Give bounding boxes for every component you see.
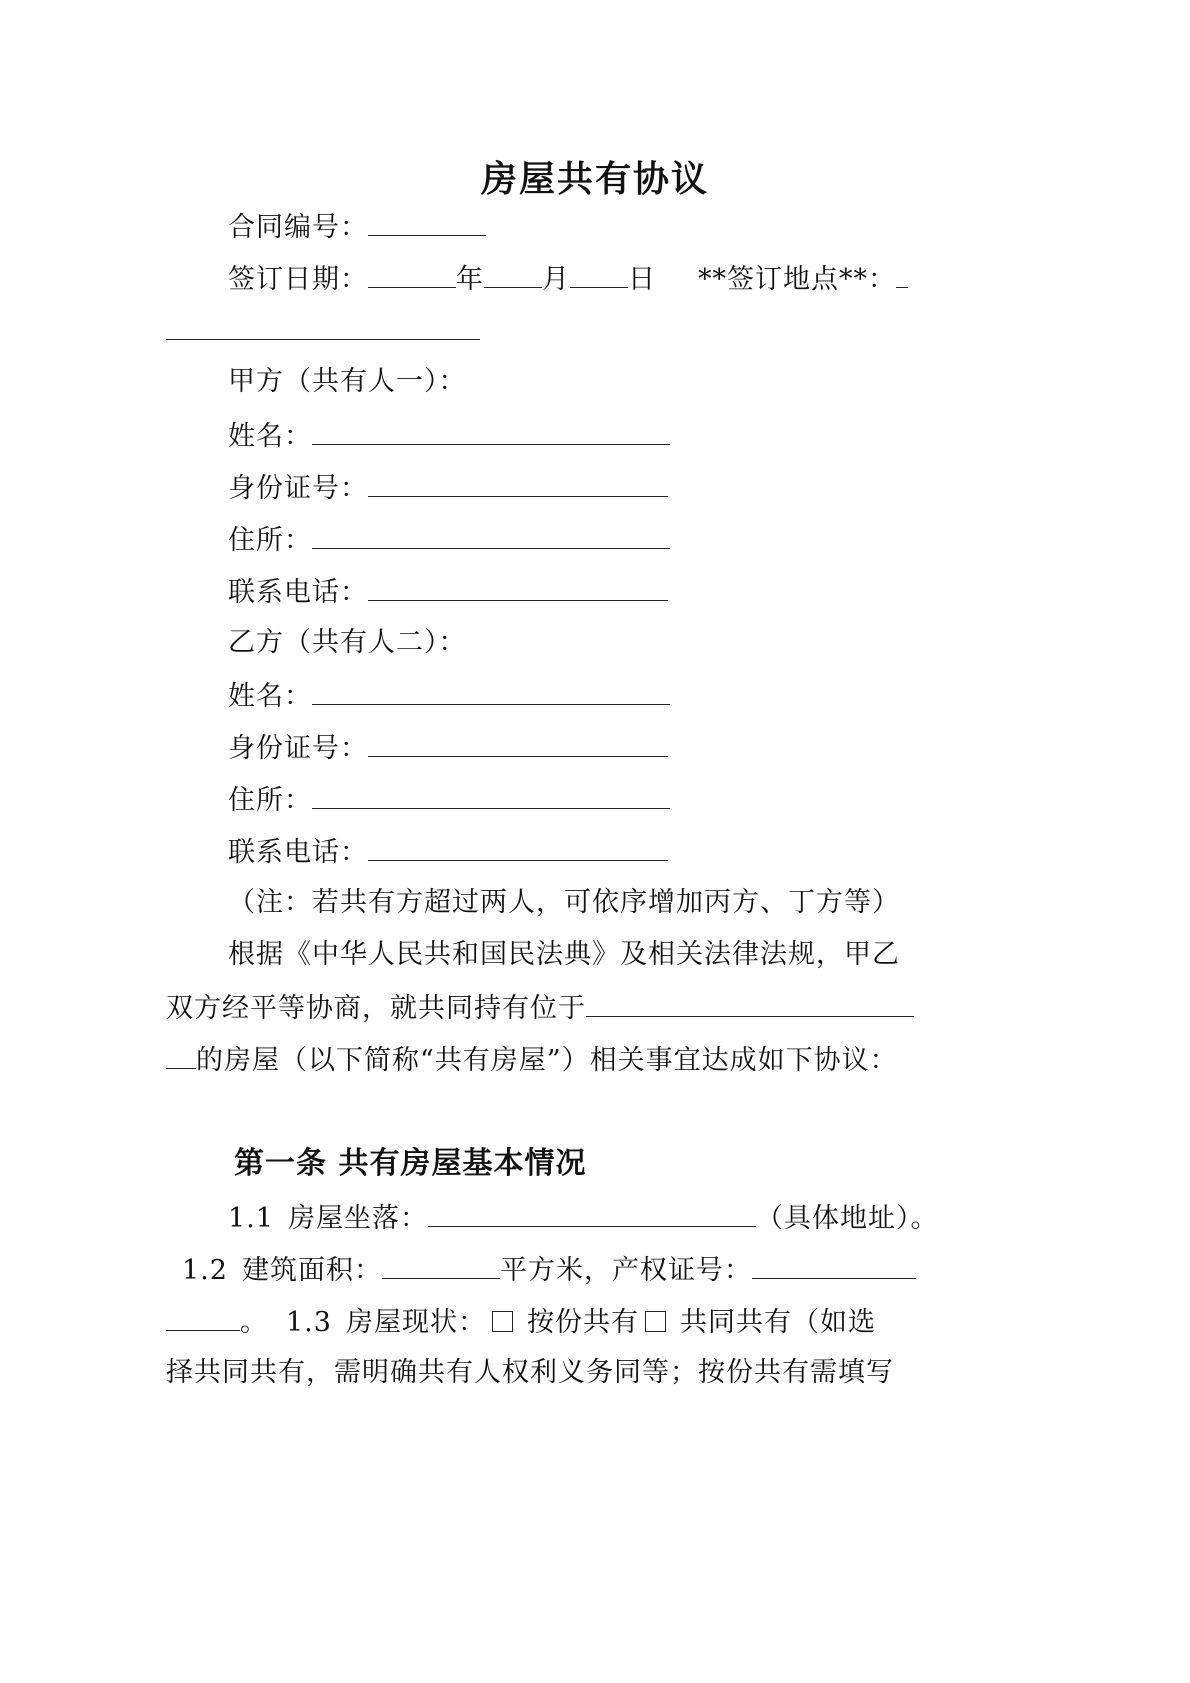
sign-month-label: 月: [542, 264, 570, 295]
property-location-blank[interactable]: [586, 990, 914, 1017]
contract-number-label: 合同编号：: [228, 212, 368, 243]
party-b-id-blank[interactable]: [368, 730, 668, 757]
item-1-2-label: 建筑面积：: [241, 1255, 382, 1286]
preamble-line-3: [166, 1042, 898, 1078]
item-1-1-label: 房屋坐落：: [287, 1203, 428, 1234]
sign-place-blank-start[interactable]: [896, 261, 908, 288]
certificate-number-blank-end[interactable]: [166, 1304, 240, 1331]
share-ownership-label: 按份共有: [526, 1307, 639, 1338]
party-a-phone-line: [228, 574, 668, 610]
party-a-id-blank[interactable]: [368, 470, 668, 497]
party-a-address-blank[interactable]: [312, 522, 670, 549]
floor-area-blank[interactable]: [382, 1252, 500, 1279]
party-a-phone-blank[interactable]: [368, 574, 668, 601]
party-a-name-blank[interactable]: [312, 418, 670, 445]
party-b-phone-blank[interactable]: [368, 834, 668, 861]
item-1-2-line: [182, 1252, 916, 1288]
item-1-1-line: [228, 1200, 938, 1236]
party-a-heading: 甲方（共有人一）：: [228, 366, 467, 397]
item-1-3-continuation: 择共同共有，需明确共有人权利义务同等；按份共有需填写: [166, 1357, 894, 1388]
item-1-3-number: 1.3: [286, 1307, 332, 1338]
sign-month-blank[interactable]: [484, 261, 542, 288]
party-b-phone-label: 联系电话：: [228, 837, 368, 868]
sign-year-blank[interactable]: [368, 261, 456, 288]
party-a-address-line: [228, 522, 670, 558]
sign-place-label: **签订地点**：: [698, 264, 896, 295]
sign-date-line: [228, 261, 908, 297]
share-ownership-checkbox[interactable]: [492, 1311, 513, 1332]
party-b-address-label: 住所：: [228, 785, 312, 816]
item-1-2-number: 1.2: [182, 1255, 228, 1286]
article-1-heading: 第一条 共有房屋基本情况: [234, 1146, 587, 1181]
item-1-3-line: [166, 1304, 876, 1340]
party-a-address-label: 住所：: [228, 525, 312, 556]
sign-day-label: 日: [628, 264, 656, 295]
preamble-line-2-text: 双方经平等协商，就共同持有位于: [166, 993, 586, 1024]
sign-place-continuation: [166, 313, 480, 349]
party-b-id-line: [228, 730, 668, 766]
item-1-1-number: 1.1: [228, 1203, 274, 1234]
party-b-name-label: 姓名：: [228, 681, 312, 712]
certificate-number-blank[interactable]: [752, 1252, 916, 1279]
party-b-name-blank[interactable]: [312, 678, 670, 705]
contract-number-blank[interactable]: [368, 209, 486, 236]
party-b-phone-line: [228, 834, 668, 870]
party-b-id-label: 身份证号：: [228, 733, 368, 764]
sign-place-blank[interactable]: [166, 313, 480, 340]
party-b-name-line: [228, 678, 670, 714]
sign-date-label: 签订日期：: [228, 264, 368, 295]
preamble-line-1: 根据《中华人民共和国民法典》及相关法律法规，甲乙: [228, 939, 900, 970]
contract-number-line: [228, 209, 486, 245]
party-a-phone-label: 联系电话：: [228, 577, 368, 608]
sign-day-blank[interactable]: [570, 261, 628, 288]
party-a-name-label: 姓名：: [228, 421, 312, 452]
party-a-name-line: [228, 418, 670, 454]
property-address-blank[interactable]: [428, 1200, 756, 1227]
preamble-line-2: [166, 990, 914, 1026]
item-1-1-suffix: （具体地址）。: [755, 1203, 939, 1234]
party-a-id-line: [228, 470, 668, 506]
party-b-address-blank[interactable]: [312, 782, 670, 809]
document-title: 房屋共有协议: [480, 159, 709, 200]
joint-ownership-label: 共同共有（如选: [679, 1307, 876, 1338]
party-a-id-label: 身份证号：: [228, 473, 368, 504]
party-b-heading: 乙方（共有人二）：: [228, 627, 467, 658]
joint-ownership-checkbox[interactable]: [645, 1311, 666, 1332]
sign-year-label: 年: [456, 264, 484, 295]
party-b-address-line: [228, 782, 670, 818]
item-1-3-label: 房屋现状：: [345, 1307, 486, 1338]
item-1-2-unit: 平方米，产权证号：: [499, 1255, 752, 1286]
item-1-2-end: 。: [240, 1307, 268, 1338]
preamble-line-3-text: 的房屋（以下简称“共有房屋”）相关事宜达成如下协议：: [196, 1045, 898, 1076]
additional-parties-note: （注：若共有方超过两人，可依序增加丙方、丁方等）: [228, 887, 900, 918]
property-location-blank-end[interactable]: [166, 1042, 196, 1069]
